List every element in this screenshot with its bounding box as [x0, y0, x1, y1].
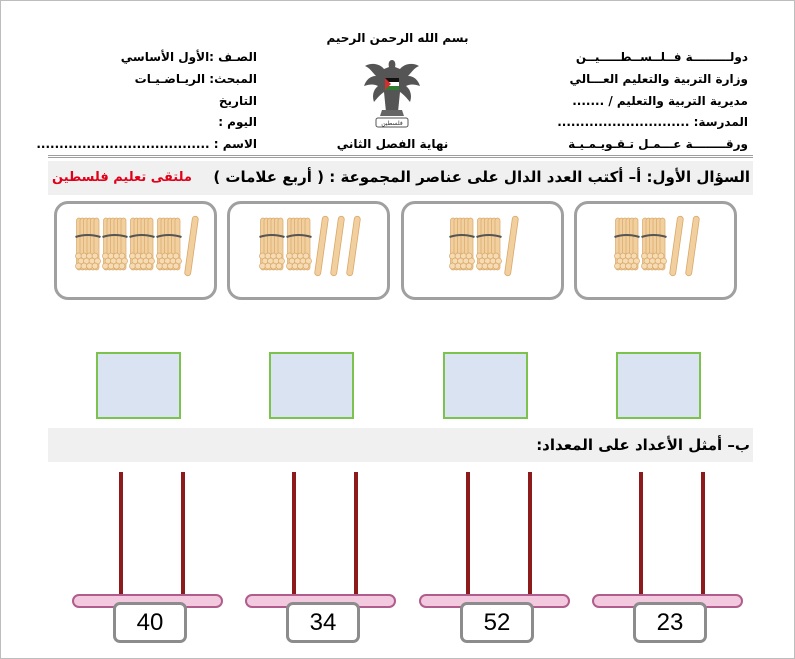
- stick-group-4: [574, 201, 737, 300]
- source-label: ملتقى تعليم فلسطين: [52, 170, 192, 185]
- stick-bundle: [287, 218, 312, 270]
- stick-bundle: [450, 218, 475, 270]
- answer-box-2[interactable]: [269, 352, 354, 419]
- abacus-rod-ones: [181, 472, 185, 597]
- header-worksheet: ورقــــــــة عـــمـل تـقـويـمـيـة: [568, 137, 748, 151]
- answer-box-1[interactable]: [96, 352, 181, 419]
- stick-group-3: [401, 201, 564, 300]
- single-stick: [314, 216, 328, 276]
- header-school: المدرسة: .............................: [557, 115, 748, 129]
- abacus-rod-tens: [466, 472, 470, 597]
- abacus-rod-ones: [528, 472, 532, 597]
- stick-bundle: [615, 218, 640, 270]
- single-stick: [504, 216, 518, 276]
- abacus-rod-ones: [354, 472, 358, 597]
- stick-bundle: [477, 218, 502, 270]
- stick-group-1: [54, 201, 217, 300]
- abacus-number: 40: [113, 602, 187, 643]
- single-stick: [330, 216, 344, 276]
- single-stick: [669, 216, 683, 276]
- emblem-caption: فلسطين: [381, 120, 403, 127]
- question-one-title: السؤال الأول: أ– أكتب العدد الدال على عناصر المجموعة : ( أربع علامات ): [213, 168, 750, 186]
- header-country: دولـــــــــة فــلــســطـــــيــن: [575, 50, 748, 64]
- abacus-rod-tens: [119, 472, 123, 597]
- header-day: اليوم :: [218, 115, 257, 129]
- header-divider: [48, 155, 753, 158]
- stick-bundle: [157, 218, 182, 270]
- abacus-2: [245, 472, 398, 644]
- header-directorate: مديرية التربية والتعليم / .......: [572, 94, 748, 108]
- stick-bundle: [642, 218, 667, 270]
- abacus-rod-tens: [639, 472, 643, 597]
- answer-box-3[interactable]: [443, 352, 528, 419]
- header-date: التاريخ: [218, 94, 257, 108]
- stick-bundle: [130, 218, 155, 270]
- stick-group-2: [227, 201, 390, 300]
- abacus-number: 52: [460, 602, 534, 643]
- abacus-1: [72, 472, 225, 644]
- stick-bundle: [260, 218, 285, 270]
- abacus-rod-tens: [292, 472, 296, 597]
- header-grade: الصـف :الأول الأساسي: [120, 50, 257, 64]
- abacus-rod-ones: [701, 472, 705, 597]
- question-two-title: ب– أمثل الأعداد على المعداد:: [536, 436, 750, 454]
- term-caption: نهاية الفصل الثاني: [336, 137, 449, 151]
- single-stick: [346, 216, 360, 276]
- palestine-emblem-icon: [362, 54, 422, 132]
- abacus-number: 34: [286, 602, 360, 643]
- single-stick: [184, 216, 198, 276]
- answer-box-4[interactable]: [616, 352, 701, 419]
- header-ministry: وزارة التربية والتعليم العـــالي: [569, 72, 748, 86]
- single-stick: [685, 216, 699, 276]
- stick-bundle: [103, 218, 128, 270]
- basmala: بسم الله الرحمن الرحيم: [326, 31, 469, 45]
- header-name: الاسم : ......................................: [36, 137, 257, 151]
- stick-bundle: [76, 218, 101, 270]
- abacus-4: [592, 472, 745, 644]
- header-subject: المبحث: الريـاضـيـات: [134, 72, 257, 86]
- abacus-number: 23: [633, 602, 707, 643]
- abacus-3: [419, 472, 572, 644]
